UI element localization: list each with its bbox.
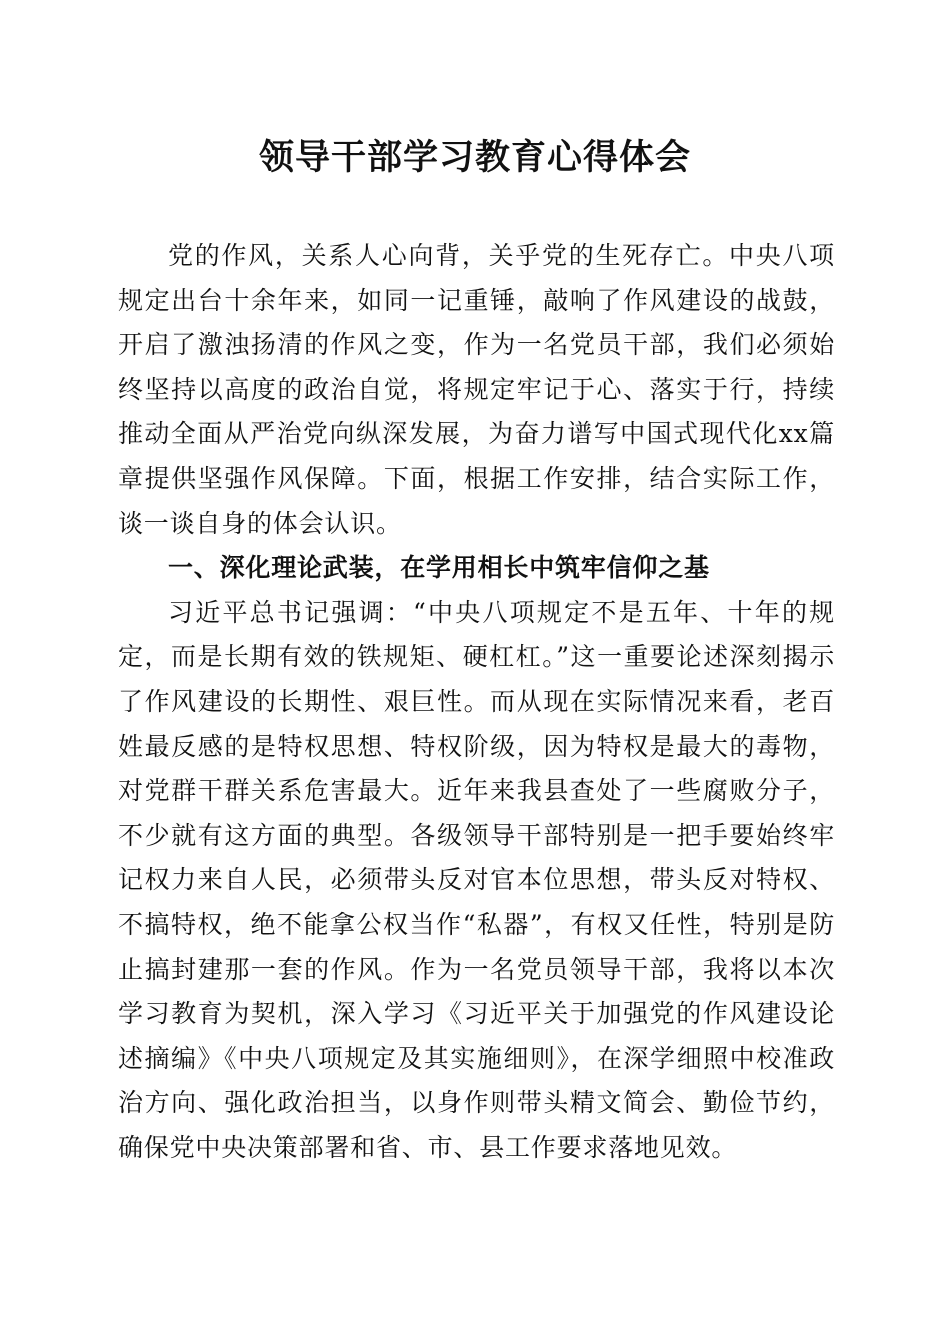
document-title: 领导干部学习教育心得体会: [258, 137, 691, 178]
section-1-heading: 一、深化理论武装，在学用相长中筑牢信仰之基: [168, 553, 710, 583]
intro-paragraph: 党的作风，关系人心向背，关乎党的生死存亡。中央八项规定出台十余年来，如同一记重锤，敲响了作风建设的战鼓，开启了激浊扬清的作风之变，作为一名党员干部，我们必须始终坚持以高度的政治自觉，将规定牢记于心、落实于行，持续推动全面从严治党向纵深发展，为奋力谱写中国式现代化xx篇章提供坚强作风保障。下面，根据工作安排，结合实际工作，谈一谈自身的体会认识。: [118, 241, 835, 538]
document-body: [118, 234, 835, 1170]
section-1-paragraph: 习近平总书记强调：“中央八项规定不是五年、十年的规定，而是长期有效的铁规矩、硬杠杠。”这一重要论述深刻揭示了作风建设的长期性、艰巨性。而从现在实际情况来看，老百姓最反感的是特权思想、特权阶级，因为特权是最大的毒物，对党群干群关系危害最大。近年来我县查处了一些腐败分子，不少就有这方面的典型。各级领导干部特别是一把手要始终牢记权力来自人民，必须带头反对官本位思想，带头反对特权、不搞特权，绝不能拿公权当作“私器”，有权又任性，特别是防止搞封建那一套的作风。作为一名党员领导干部，我将以本次学习教育为契机，深入学习《习近平关于加强党的作风建设论述摘编》《中央八项规定及其实施细则》，在深学细照中校准政治方向、强化政治担当，以身作则带头精文简会、勤俭节约，确保党中央决策部署和省、市、县工作要求落地见效。: [118, 597, 835, 1162]
